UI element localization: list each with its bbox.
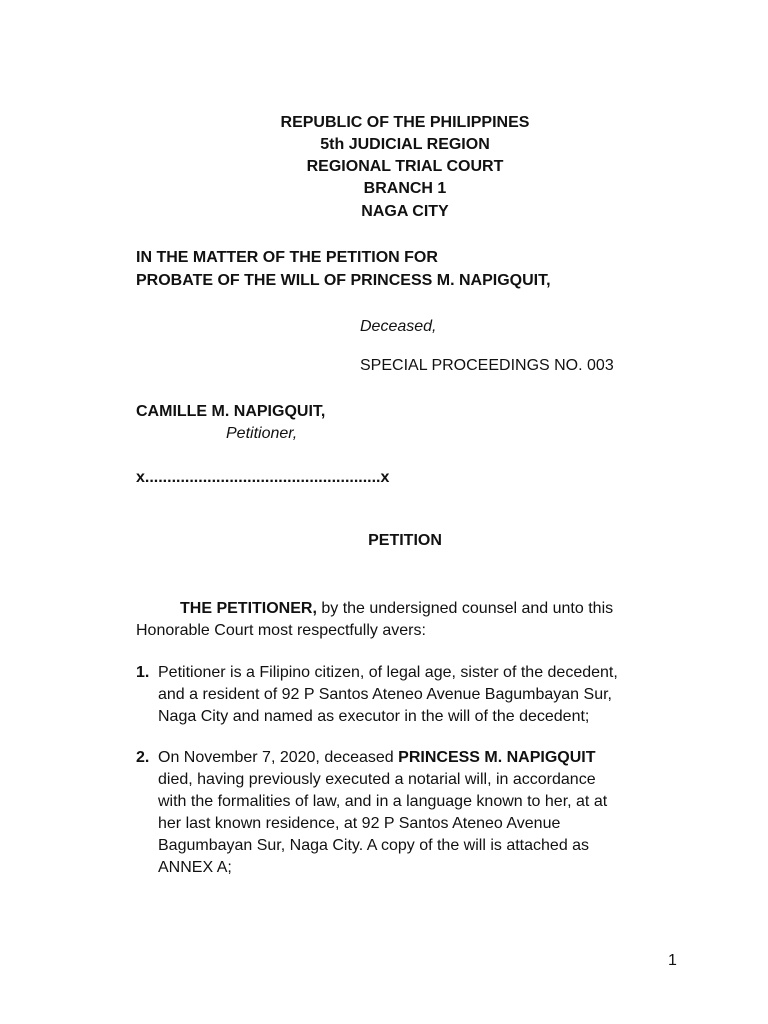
list-item	[158, 662, 618, 728]
item-line: Naga City and named as executor in the will of the decedent;	[158, 708, 590, 725]
item-line: with the formalities of law, and in a language known to her, at at	[158, 793, 608, 810]
item-line: Bagumbayan Sur, Naga City. A copy of the will is attached as	[158, 837, 590, 854]
case-number: SPECIAL PROCEEDINGS NO. 003	[360, 357, 614, 374]
list-item	[158, 747, 607, 879]
decedent-name: PRINCESS M. NAPIGQUIT	[398, 749, 596, 766]
petitioner-role: Petitioner,	[226, 425, 298, 442]
item-line: and a resident of 92 P Santos Ateneo Avenue Bagumbayan Sur,	[158, 686, 612, 703]
item-line: Petitioner is a Filipino citizen, of legal age, sister of the decedent,	[158, 664, 618, 681]
intro-bold: THE PETITIONER,	[180, 600, 317, 617]
caption-separator: x.....................................................x	[136, 469, 390, 486]
header-republic: REPUBLIC OF THE PHILIPPINES	[280, 114, 530, 131]
intro-line2: Honorable Court most respectfully avers:	[136, 622, 426, 639]
item-line: died, having previously executed a notarial will, in accordance	[158, 771, 596, 788]
item-lead-text: On November 7, 2020, deceased	[158, 749, 399, 766]
caption-deceased: Deceased,	[360, 318, 437, 335]
header-city: NAGA CITY	[361, 203, 449, 220]
petitioner-name: CAMILLE M. NAPIGQUIT,	[136, 403, 326, 420]
item-line: her last known residence, at 92 P Santos Ateneo Avenue	[158, 815, 561, 832]
header-judicial-region: 5th JUDICIAL REGION	[320, 136, 490, 153]
item-number: 1.	[136, 664, 150, 681]
intro-rest: by the undersigned counsel and unto this	[316, 600, 614, 617]
item-number: 2.	[136, 749, 150, 766]
item-line: ANNEX A;	[158, 859, 232, 876]
caption-matter-line2: PROBATE OF THE WILL OF PRINCESS M. NAPIGQUIT,	[136, 272, 551, 289]
intro-line1	[180, 598, 613, 620]
document-title: PETITION	[368, 532, 442, 549]
header-branch: BRANCH 1	[363, 180, 447, 197]
header-court: REGIONAL TRIAL COURT	[306, 158, 504, 175]
caption-matter-line1: IN THE MATTER OF THE PETITION FOR	[136, 249, 438, 266]
item-line	[158, 747, 607, 769]
page-number: 1	[668, 952, 677, 969]
